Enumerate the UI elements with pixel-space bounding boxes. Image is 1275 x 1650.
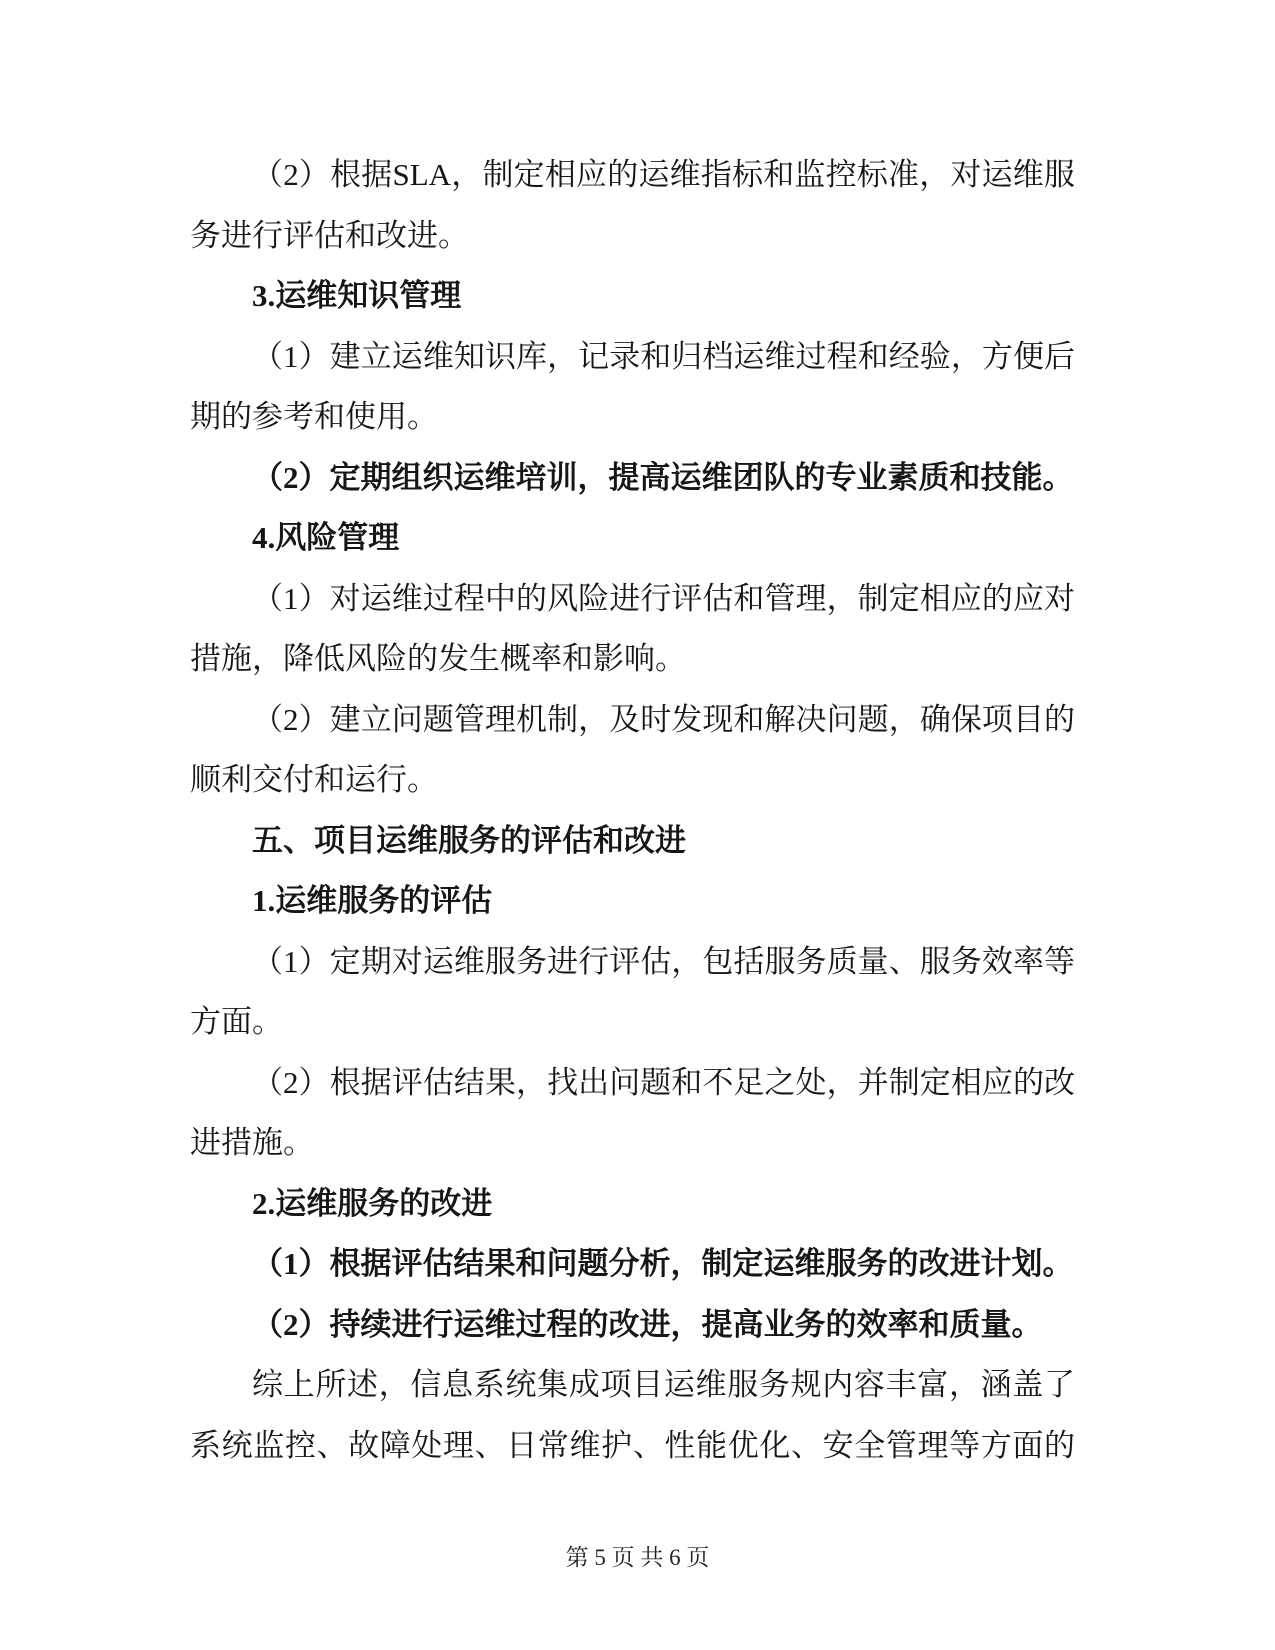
text-line: （2）建立问题管理机制，及时发现和解决问题，确保项目的 xyxy=(252,701,1075,737)
text-line: （1）建立运维知识库，记录和归档运维过程和经验，方便后 xyxy=(252,338,1075,374)
heading-line: 1.运维服务的评估 xyxy=(252,883,493,918)
text-line: （2）定期组织运维培训，提高运维团队的专业素质和技能。 xyxy=(252,459,1074,495)
page-footer: 第 5 页 共 6 页 xyxy=(565,1545,710,1570)
text-line: 系统监控、故障处理、日常维护、性能优化、安全管理等方面的 xyxy=(190,1427,1075,1463)
heading-line: 3.运维知识管理 xyxy=(252,278,462,313)
document-body xyxy=(190,145,1075,1476)
text-line: （2）持续进行运维过程的改进，提高业务的效率和质量。 xyxy=(252,1306,1043,1342)
text-line: 方面。 xyxy=(190,1004,283,1039)
text-line: 顺利交付和运行。 xyxy=(190,762,438,797)
section-heading-line: 五、项目运维服务的评估和改进 xyxy=(252,822,686,858)
text-line: （2）根据评估结果，找出问题和不足之处，并制定相应的改 xyxy=(252,1064,1075,1100)
text-line: 进措施。 xyxy=(190,1125,314,1160)
heading-line: 4.风险管理 xyxy=(252,520,400,555)
text-line: 措施，降低风险的发生概率和影响。 xyxy=(190,641,686,676)
text-line: 综上所述，信息系统集成项目运维服务规内容丰富，涵盖了 xyxy=(252,1367,1075,1402)
text-line: （1）根据评估结果和问题分析，制定运维服务的改进计划。 xyxy=(252,1246,1074,1281)
text-line: （1）定期对运维服务进行评估，包括服务质量、服务效率等 xyxy=(252,943,1075,979)
text-line: （1）对运维过程中的风险进行评估和管理，制定相应的应对 xyxy=(252,580,1075,616)
text-line: 期的参考和使用。 xyxy=(190,399,438,434)
text-line: （2）根据SLA，制定相应的运维指标和监控标准，对运维服 xyxy=(252,157,1075,192)
text-line: 务进行评估和改进。 xyxy=(190,217,469,253)
heading-line: 2.运维服务的改进 xyxy=(252,1185,493,1221)
